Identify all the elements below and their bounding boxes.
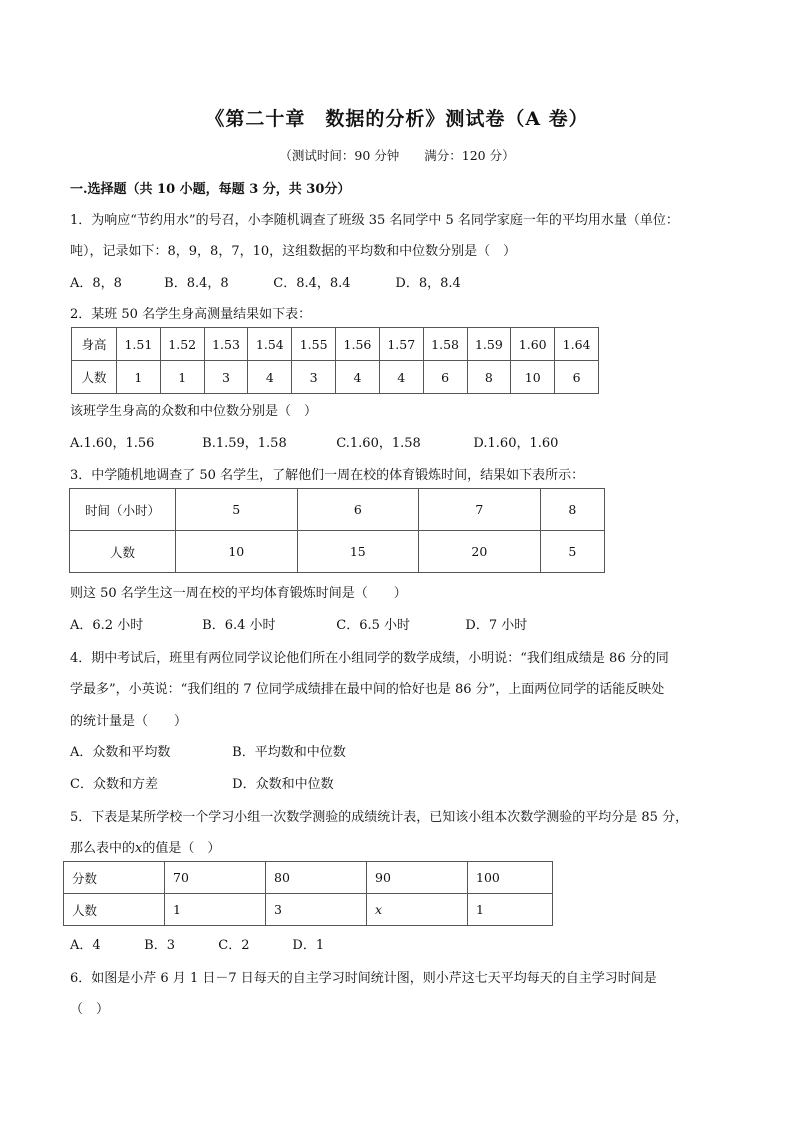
score-table [63, 861, 553, 926]
height-table [71, 327, 599, 394]
q4-option-c: C．众数和方差 [70, 777, 158, 792]
exercise-table [69, 488, 605, 573]
table-cell: 8 [467, 361, 511, 394]
q2-option-d: D.1.60，1.60 [473, 436, 559, 451]
q4-option-a: A．众数和平均数 [70, 745, 171, 760]
table-cell: 分数 [64, 862, 165, 894]
score-table-row [64, 862, 553, 894]
score-table-row [64, 894, 553, 926]
table-cell: 1 [117, 361, 161, 394]
q6-line2: （ ） [70, 1002, 110, 1017]
q1-option-b: B．8.4，8 [164, 276, 229, 291]
q5-options [70, 934, 324, 953]
table-cell: 1.59 [467, 328, 511, 361]
height-table-row [72, 361, 599, 394]
q4-line2: 学最多”，小英说：“我们组的 7 位同学成绩排在最中间的恰好也是 86 分”，上面两位同学的话能反映处 [70, 682, 665, 697]
exam-info: （测试时间：90 分钟 满分：120 分） [279, 148, 515, 163]
table-cell: 8 [540, 489, 604, 531]
q1-line2: 吨），记录如下：8，9，8，7，10，这组数据的平均数和中位数分别是（ ） [70, 244, 517, 259]
table-cell: 1.51 [117, 328, 161, 361]
q2-option-a: A.1.60，1.56 [70, 436, 155, 451]
section-heading: 一.选择题（共 10 小题，每题 3 分，共 30分） [70, 182, 351, 197]
table-cell: 1.53 [204, 328, 248, 361]
q1-options [70, 272, 461, 291]
table-cell: 10 [511, 361, 555, 394]
q3-after: 则这 50 名学生这一周在校的平均体育锻炼时间是（ ） [70, 586, 407, 601]
exercise-table-row [70, 489, 605, 531]
q4-options-row1 [70, 741, 346, 760]
table-cell: 1 [468, 894, 553, 926]
q5-option-a: A．4 [70, 938, 101, 953]
table-cell: 70 [165, 862, 266, 894]
q1-line1: 1．为响应“节约用水”的号召，小李随机调查了班级 35 名同学中 5 名同学家庭一年的平均用水量（单位： [70, 213, 679, 228]
q3-stem: 3．中学随机地调查了 50 名学生，了解他们一周在校的体育锻炼时间，结果如下表所示： [70, 468, 585, 483]
table-cell: 5 [540, 531, 604, 573]
table-cell: 1.64 [555, 328, 599, 361]
q2-options [70, 432, 558, 451]
table-cell: 90 [367, 862, 468, 894]
q5-option-c: C．2 [218, 938, 250, 953]
table-cell: 100 [468, 862, 553, 894]
table-cell: 6 [555, 361, 599, 394]
table-cell: 1.54 [248, 328, 292, 361]
q2-option-b: B.1.59，1.58 [202, 436, 287, 451]
q3-option-c: C．6.5 小时 [336, 618, 411, 633]
table-cell: 时间（小时） [70, 489, 176, 531]
table-cell: 1 [165, 894, 266, 926]
q4-option-b: B．平均数和中位数 [232, 745, 346, 760]
table-cell: 4 [336, 361, 380, 394]
q5-line1: 5．下表是某所学校一个学习小组一次数学测验的成绩统计表，已知该小组本次数学测验的平均分是 85 分， [70, 810, 689, 825]
table-cell: 6 [423, 361, 467, 394]
q1-option-c: C．8.4，8.4 [273, 276, 351, 291]
table-cell: x [367, 894, 468, 926]
table-cell: 1.52 [160, 328, 204, 361]
q5-variable: x [135, 841, 143, 856]
table-cell: 15 [297, 531, 419, 573]
table-cell: 人数 [64, 894, 165, 926]
table-cell: 人数 [70, 531, 176, 573]
q4-line3: 的统计量是（ ） [70, 714, 188, 729]
table-cell: 3 [266, 894, 367, 926]
page-title: 《第二十章 数据的分析》测试卷（A 卷） [205, 108, 589, 130]
q2-option-c: C.1.60，1.58 [336, 436, 421, 451]
q5-line2-text: 的值是（ ） [142, 841, 221, 856]
table-cell: 身高 [72, 328, 117, 361]
q3-option-d: D．7 小时 [465, 618, 528, 633]
table-cell: 1.58 [423, 328, 467, 361]
table-cell: 3 [204, 361, 248, 394]
table-cell: 1.55 [292, 328, 336, 361]
table-cell: 4 [248, 361, 292, 394]
q3-options [70, 614, 527, 633]
q5-line2-text: 那么表中的 [70, 841, 136, 856]
table-cell: 10 [176, 531, 298, 573]
q1-option-a: A．8，8 [70, 276, 122, 291]
q5-option-b: B．3 [144, 938, 175, 953]
q5-option-d: D．1 [292, 938, 325, 953]
table-cell: 1.56 [336, 328, 380, 361]
q4-line1: 4．期中考试后，班里有两位同学议论他们所在小组同学的数学成绩，小明说：“我们组成绩是 86 分的同 [70, 651, 669, 666]
q5-line2 [70, 837, 220, 856]
q2-after: 该班学生身高的众数和中位数分别是（ ） [70, 404, 318, 419]
exercise-table-row [70, 531, 605, 573]
table-cell: 4 [379, 361, 423, 394]
q2-stem: 2．某班 50 名学生身高测量结果如下表： [70, 307, 312, 322]
table-cell: 6 [297, 489, 419, 531]
table-cell: 20 [419, 531, 541, 573]
q4-options-row2 [70, 773, 334, 792]
table-cell: 80 [266, 862, 367, 894]
table-cell: 人数 [72, 361, 117, 394]
table-cell: 1 [160, 361, 204, 394]
q1-option-d: D．8，8.4 [395, 276, 461, 291]
q4-option-d: D．众数和中位数 [232, 777, 334, 792]
table-cell: 1.60 [511, 328, 555, 361]
table-cell: 1.57 [379, 328, 423, 361]
table-cell: 5 [176, 489, 298, 531]
q3-option-a: A．6.2 小时 [70, 618, 144, 633]
table-cell: 3 [292, 361, 336, 394]
q3-option-b: B．6.4 小时 [202, 618, 276, 633]
q6-line1: 6．如图是小芹 6 月 1 日－7 日每天的自主学习时间统计图，则小芹这七天平均每天的自主学习时间是 [70, 971, 657, 986]
height-table-row [72, 328, 599, 361]
table-cell: 7 [419, 489, 541, 531]
